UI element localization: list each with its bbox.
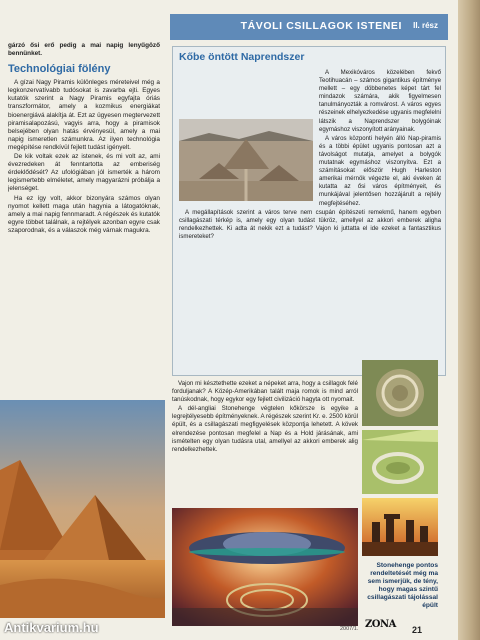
section-heading: Technológiai fölény [8, 63, 111, 76]
pyramids-photo [0, 400, 165, 618]
left-text-column [8, 42, 160, 402]
box-paragraph: A megállapítások szerint a város terve nem csupán építészeti remekmű, hanem egyben csillagászati térkép is, amely egy olyan tudást tükröz, amellyel az akkori emberek aligha rendelkezhettek. Ki adta át nekik ezt a tudást? Vajon ki juttatta el ide ezeket a fantasztikus ismereteket? [179, 208, 441, 240]
right-text-column [172, 380, 358, 504]
right-paragraph: A dél-angliai Stonehenge végtelen kőkörsze is egyike a legrejtélyesebb építményeknek. A régészek szerint Kr. e. 2500 körül épült, és a csillagászati megfigyelések központja lehetett. A kövek elrendezése pontosan megfelel a Nap és a Hold járásának, ami ismételten egy olyan tudásra utal, amellyel az akkori emberek alig rendelkezhettek. [172, 405, 358, 453]
box-paragraph: A Mexikóváros közelében fekvő Teotihuacán – számos gigantikus építménye mellett – egy döbbenetes képet tárt fel mindazok számára, akik figyelmesen tanulmányozták a romvárost. A város egyes részeinek elhelyezkedése ugyanis megfelelni látszik a Naprendszer bolygóinak egymáshoz viszonyított arányainak. [319, 69, 441, 133]
photo-caption: Stonehenge pontos rendeltetését még ma sem ismerjük, de tény, hogy magas szintű csillagászati tájolással épült [367, 562, 438, 609]
box-text [179, 69, 441, 373]
section-title: TÁVOLI CSILLAGOK ISTENEI [240, 20, 402, 32]
article-box [172, 46, 446, 376]
page-edge [458, 0, 480, 640]
lead-text: gárzó ősi erő pedig a mai napig lenyűgöző bennünket. [8, 42, 160, 58]
left-paragraph: A gízai Nagy Piramis különleges méreteivel még a legkonzervatívabb tudósokat is zavarba ejti. Egyes kutatók szerint a Nagy Piramis egyfajta óriás transzformátor, amely a kozmikus energiákat bioenergiává alakítja át. Ezt az ügyesen megtervezett piramisalapozású, vagyis arra, hogy a piramisok belsejében olyan hatás érvényesül, amely a mai napig ismeretlen számunkra. Az ilyen technológia megépítése rendkívül fejlett tudást igényelt. [8, 79, 160, 151]
left-paragraph: Ha ez így volt, akkor bizonyára számos olyan nyomot kellett maga után hagynia a látogatóknak, amely a mai napig fennmaradt. A régészek és kutatók egyre többet találnak, a rejtélyek azonban egyre csak szaporodnak, és a válaszok még várnak magukra. [8, 194, 160, 234]
watermark: Antikvarium.hu [4, 620, 99, 635]
left-paragraph: De kik voltak ezek az istenek, és mi volt az, ami évezredeken át fenntartotta az emberiség érdeklődését? Az ufológiában jól ismerték a három legismertebb elméletet, amely magyarázni próbálja a jelenséget. [8, 153, 160, 193]
section-part: II. rész [413, 21, 438, 30]
right-paragraph: Vajon mi késztethette ezeket a népeket arra, hogy a csillagok felé forduljanak? A Közép-Amerikában talált maja romok is mind arról tanúskodnak, hogy egykor egy fejlett civilizáció hagyta ott nyomait. [172, 380, 358, 404]
page-number: 21 [412, 625, 423, 635]
issue-number: 2007/1. [340, 626, 359, 632]
stonehenge-sunset-photo [362, 498, 438, 556]
magazine-logo: ZONA [365, 619, 396, 630]
ufo-illustration [172, 508, 358, 626]
stonehenge-aerial-photo [362, 360, 438, 426]
teotihuacan-photo [179, 119, 313, 201]
stonehenge-reconstruction-illustration [362, 430, 438, 494]
section-header-bar [170, 14, 448, 40]
box-title: Kőbe öntött Naprendszer [179, 51, 305, 63]
box-paragraph: A város központi helyén álló Nap-piramis és a többi épület ugyanis pontosan azt a távolságot mutatja, amelyet a bolygók mutatnak egymáshoz viszonyítva. Ezt a számításokat először Hugh Harleston amerikai mérnök végezte el, aki éveken át kutatta az ősi város építményeit, és munkájával jelentősen hozzájárult a rejtély megfejtéséhez. [319, 134, 441, 207]
